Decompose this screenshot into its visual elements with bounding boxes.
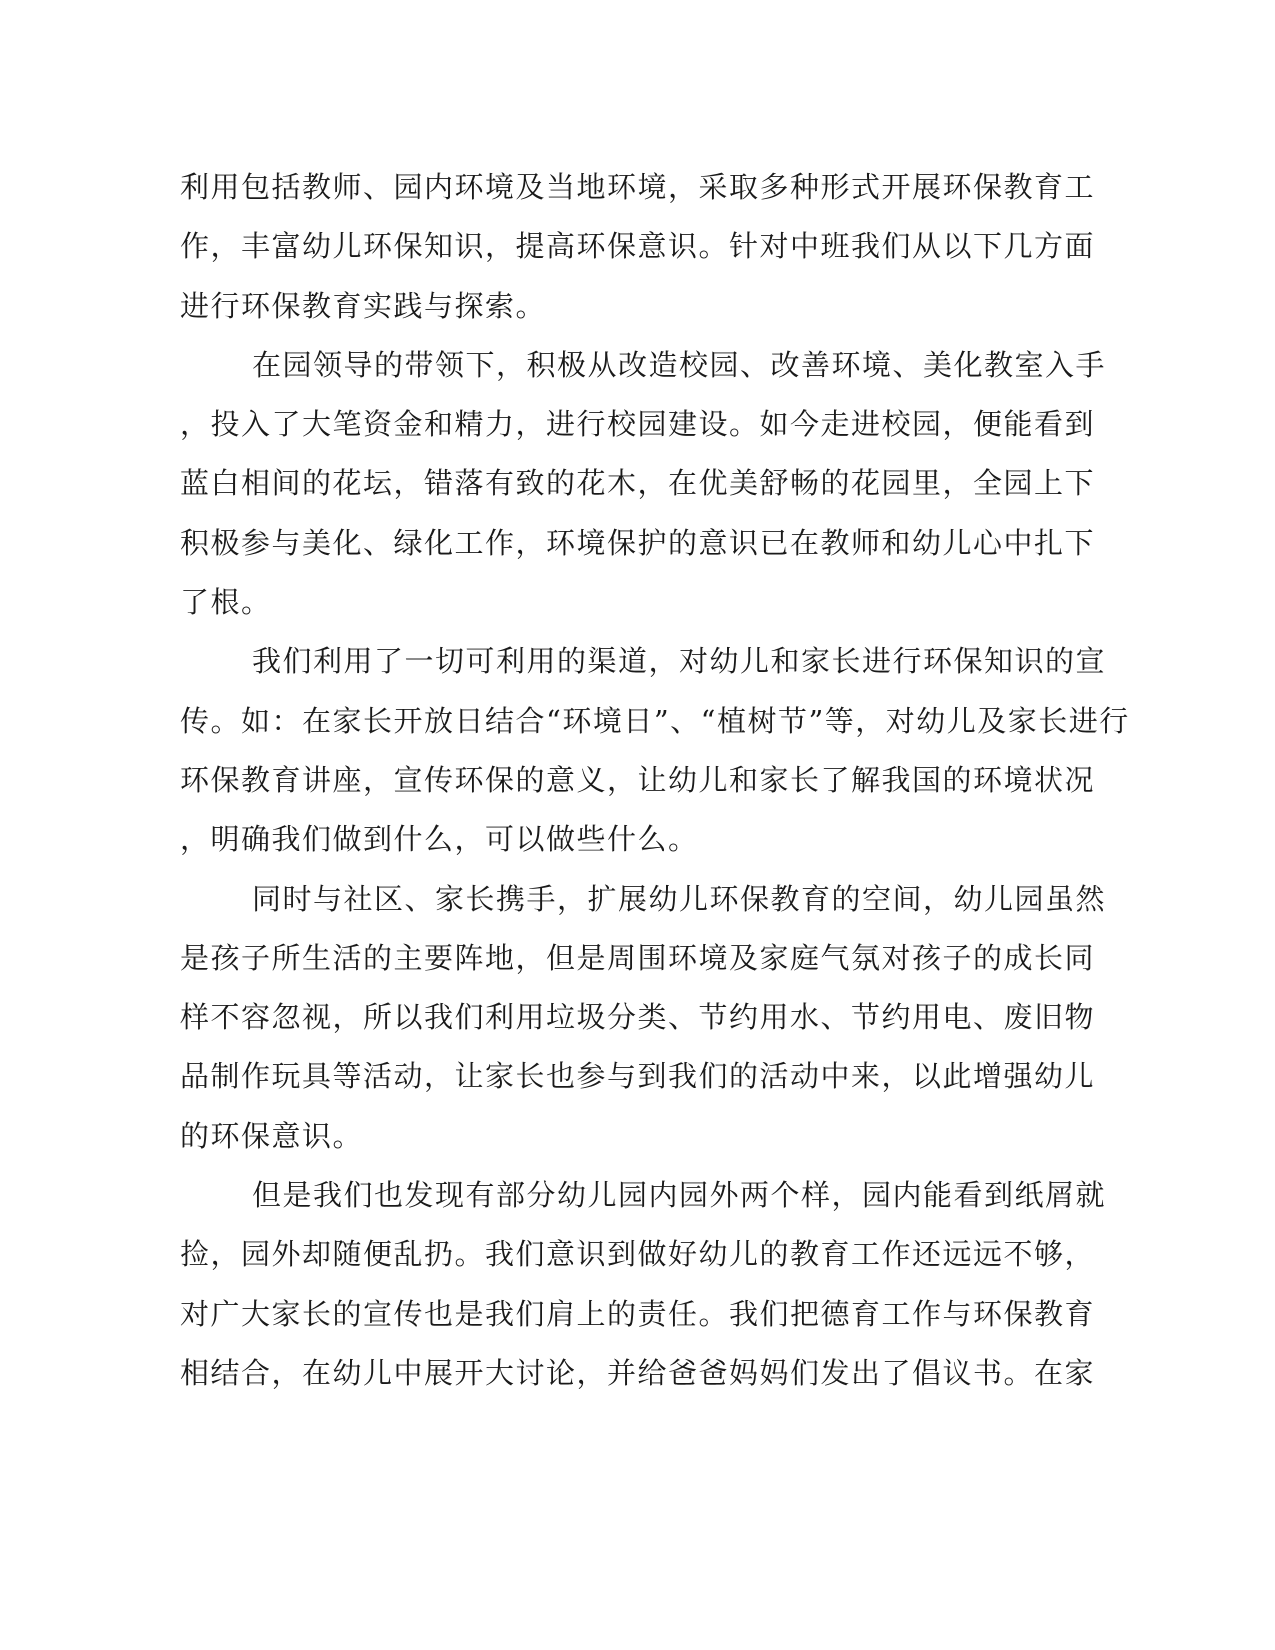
text-line: 作，丰富幼儿环保知识，提高环保意识。针对中班我们从以下几方面 bbox=[180, 229, 1096, 264]
text-line: 利用包括教师、园内环境及当地环境，采取多种形式开展环保教育工 bbox=[180, 170, 1096, 204]
text-line: 的环保意识。 bbox=[180, 1118, 364, 1153]
text-line: 同时与社区、家长携手，扩展幼儿环保教育的空间，幼儿园虽然 bbox=[252, 881, 1107, 916]
text-line: 我们利用了一切可利用的渠道，对幼儿和家长进行环保知识的宣 bbox=[252, 644, 1107, 679]
text-line: 品制作玩具等活动，让家长也参与到我们的活动中来，以此增强幼儿 bbox=[180, 1059, 1096, 1094]
text-line: ，明确我们做到什么，可以做些什么。 bbox=[180, 822, 699, 857]
paragraph-1 bbox=[180, 158, 1096, 336]
text-line: 但是我们也发现有部分幼儿园内园外两个样，园内能看到纸屑就 bbox=[252, 1178, 1107, 1213]
text-line: 传。如：在家长开放日结合“环境日”、“植树节”等，对幼儿及家长进行 bbox=[180, 703, 1130, 738]
paragraph-5 bbox=[180, 1166, 1107, 1403]
text-line: 环保教育讲座，宣传环保的意义，让幼儿和家长了解我国的环境状况 bbox=[180, 762, 1096, 797]
text-line: 相结合，在幼儿中展开大讨论，并给爸爸妈妈们发出了倡议书。在家 bbox=[180, 1355, 1096, 1390]
text-line: 在园领导的带领下，积极从改造校园、改善环境、美化教室入手 bbox=[252, 347, 1107, 382]
text-line: 捡，园外却随便乱扔。我们意识到做好幼儿的教育工作还远远不够， bbox=[180, 1237, 1096, 1272]
paragraph-4 bbox=[180, 870, 1107, 1166]
document-body bbox=[180, 158, 1130, 1403]
text-line: 进行环保教育实践与探索。 bbox=[180, 288, 547, 323]
paragraph-3 bbox=[180, 632, 1130, 869]
text-line: ，投入了大笔资金和精力，进行校园建设。如今走进校园，便能看到 bbox=[180, 407, 1096, 442]
text-line: 样不容忽视，所以我们利用垃圾分类、节约用水、节约用电、废旧物 bbox=[180, 1000, 1096, 1035]
text-line: 蓝白相间的花坛，错落有致的花木，在优美舒畅的花园里，全园上下 bbox=[180, 466, 1096, 501]
text-line: 了根。 bbox=[180, 585, 272, 620]
paragraph-2 bbox=[180, 336, 1107, 632]
text-line: 积极参与美化、绿化工作，环境保护的意识已在教师和幼儿心中扎下 bbox=[180, 525, 1096, 560]
text-line: 对广大家长的宣传也是我们肩上的责任。我们把德育工作与环保教育 bbox=[180, 1296, 1096, 1331]
text-line: 是孩子所生活的主要阵地，但是周围环境及家庭气氛对孩子的成长同 bbox=[180, 940, 1096, 975]
